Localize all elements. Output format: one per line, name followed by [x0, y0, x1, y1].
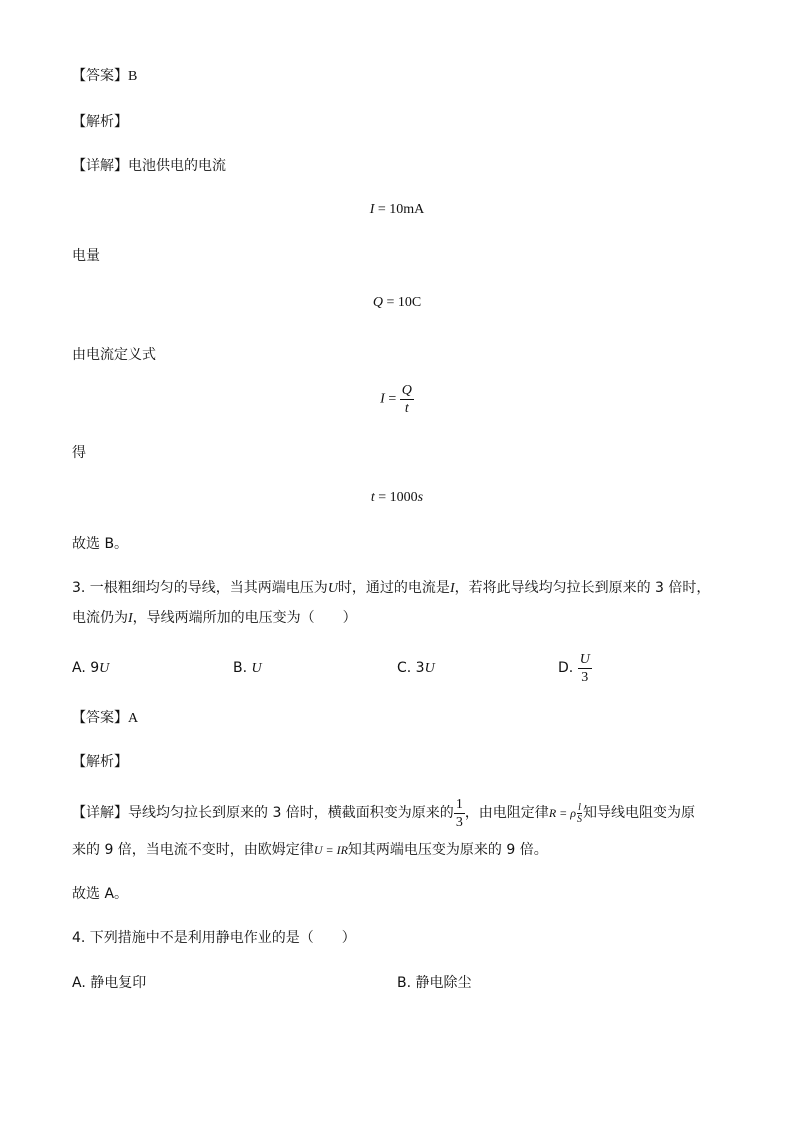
- equation-charge: [0, 293, 794, 313]
- equation-current: [0, 200, 794, 220]
- option-a-var: U: [99, 661, 110, 676]
- eq4-rhs: = 1000: [378, 490, 418, 505]
- eq3-lhs: I: [380, 391, 385, 407]
- q3-detail-tag: 【详解】: [72, 805, 128, 821]
- q3-var-u: U: [327, 581, 338, 596]
- eq3-fraction: [400, 382, 414, 417]
- q3-analysis-tag: 【解析】: [72, 754, 128, 770]
- q3-var-i: I: [449, 581, 455, 596]
- q3-detail-d: 来的 9 倍，当电流不变时，由欧姆定律: [72, 842, 314, 858]
- eq3-eq: =: [388, 391, 397, 407]
- definition-label: 由电流定义式: [72, 347, 156, 363]
- q3-conclusion: 故选 A。: [72, 886, 129, 902]
- detail-text: 电池供电的电流: [128, 158, 226, 174]
- get-label: 得: [72, 445, 86, 461]
- detail-tag: 【详解】: [72, 158, 128, 174]
- analysis-tag: 【解析】: [72, 114, 128, 130]
- q3-option-a: [72, 658, 109, 679]
- q3-ohm-law: U = IR: [313, 843, 348, 857]
- option-b-label: B.: [233, 660, 248, 676]
- q3-stem-line2: [72, 608, 357, 629]
- eq2-lhs: Q: [372, 295, 383, 310]
- q3-option-c: [397, 658, 435, 679]
- q3-detail-line2: [72, 840, 548, 860]
- q4-stem: 4. 下列措施中不是利用静电作业的是（ ）: [72, 930, 356, 946]
- eq2-rhs: = 10C: [386, 295, 422, 310]
- charge-label: 电量: [72, 248, 100, 264]
- q3-var-i-2: I: [128, 611, 133, 626]
- q3-fraction-one-third: [454, 796, 465, 831]
- q3-stem-d: 电流仍为: [72, 610, 128, 626]
- q3-law-den: S: [577, 813, 582, 825]
- q3-stem-a: 3. 一根粗细均匀的导线，当其两端电压为: [72, 580, 328, 596]
- equation-time: [0, 488, 794, 508]
- q3-option-b: [233, 658, 262, 679]
- q3-stem-c: ，若将此导线均匀拉长到原来的 3 倍时，: [454, 580, 711, 596]
- q3-frac-den: 3: [455, 814, 463, 830]
- q4-option-b: B. 静电除尘: [397, 975, 472, 991]
- option-c-var: U: [424, 661, 435, 676]
- q3-stem-b: 时，通过的电流是: [337, 580, 450, 596]
- q3-answer-tag: 【答案】: [72, 710, 128, 726]
- option-d-denominator: 3: [581, 669, 589, 685]
- option-d-numerator: U: [579, 651, 590, 667]
- answer-line: [72, 66, 137, 87]
- q3-detail-b: ，由电阻定律: [464, 805, 549, 821]
- answer-tag: 【答案】: [72, 68, 128, 84]
- option-d-label: D.: [558, 660, 574, 676]
- q2-conclusion: 故选 B。: [72, 536, 129, 552]
- eq4-lhs: t: [370, 490, 375, 505]
- eq1-rhs: = 10mA: [377, 202, 425, 217]
- eq4-unit: s: [417, 490, 424, 505]
- q3-stem-line1: [72, 578, 710, 599]
- eq1-lhs: I: [369, 202, 375, 217]
- q3-answer-value: A: [128, 711, 139, 726]
- option-b-var: U: [251, 661, 262, 676]
- q3-answer-line: [72, 708, 138, 729]
- q3-detail-line1: [72, 795, 695, 831]
- option-d-fraction: [578, 651, 592, 686]
- q3-law-r: R = ρ: [548, 806, 576, 820]
- q3-law-num: l: [578, 801, 581, 813]
- q4-option-a: A. 静电复印: [72, 975, 147, 991]
- q3-frac-num: 1: [455, 796, 463, 812]
- q3-stem-e: ，导线两端所加的电压变为（ ）: [132, 610, 357, 626]
- detail-line: [72, 156, 226, 176]
- eq3-numerator: Q: [401, 383, 412, 398]
- option-c-label: C. 3: [397, 660, 425, 676]
- eq3-denominator: t: [404, 401, 409, 416]
- answer-value: B: [128, 69, 138, 84]
- q3-detail-c: 知导线电阻变为原: [583, 805, 695, 821]
- option-a-label: A. 9: [72, 660, 100, 676]
- q3-detail-a: 导线均匀拉长到原来的 3 倍时，横截面积变为原来的: [128, 805, 454, 821]
- q3-detail-e: 知其两端电压变为原来的 9 倍。: [347, 842, 548, 858]
- equation-definition: [0, 382, 794, 417]
- q3-law-fraction: [576, 802, 583, 825]
- q3-option-d: [558, 648, 592, 688]
